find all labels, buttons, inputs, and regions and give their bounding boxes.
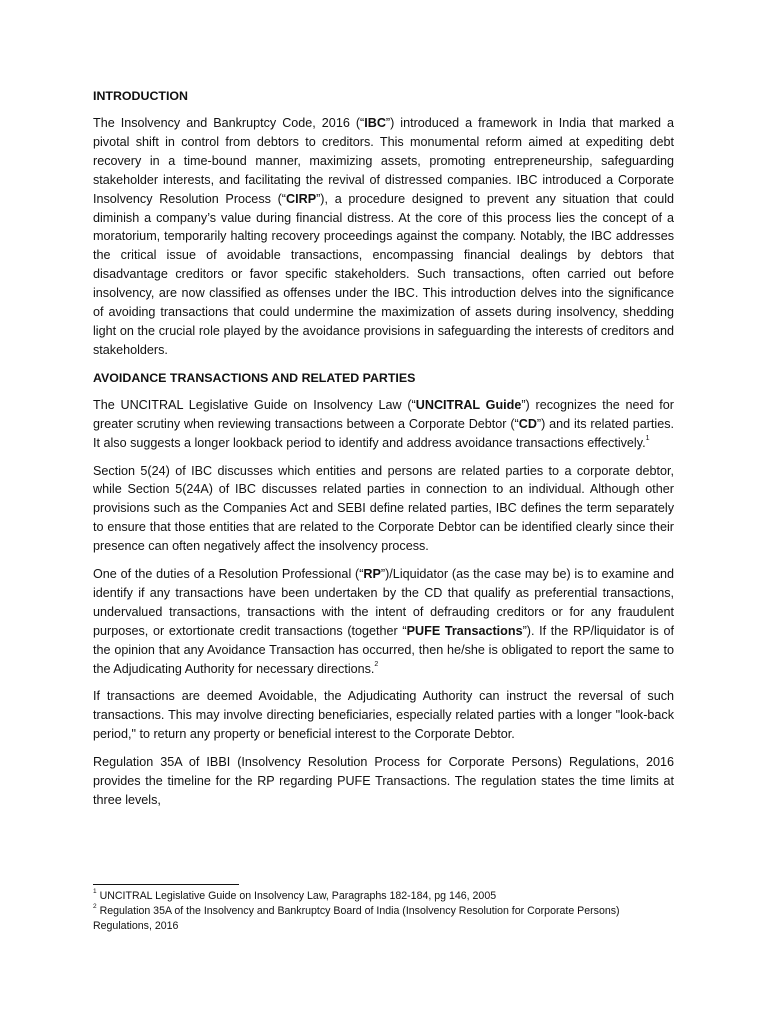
pufe-term: PUFE Transactions xyxy=(406,623,523,638)
footnote-2 xyxy=(93,904,674,934)
rp-duties-paragraph: One of the duties of a Resolution Professional (“RP”)/Liquidator (as the case may be) is to examine and identify if any transactions have been undertaken by the CD that qualify as preferential transactions, undervalued transactions, transactions with the intent of defrauding creditors or for any fraudulent purposes, or extortionate credit transactions (together “PUFE Transactions”). If the RP/liquidator is of the opinion that any Avoidance Transaction has occurred, then he/she is obligated to report the same to the Adjudicating Authority for necessary directions.$^2$ xyxy=(93,567,675,676)
related-parties-paragraph: Section 5(24) of IBC discusses which entities and persons are related parties to a corporate debtor, while Section 5(24A) of IBC discusses related parties in connection to an individual. Although other provisions such as the Companies Act and SEBI define related parties, IBC defines the term separately to ensure that those entities that are related to the Corporate Debtor can be identified clearly since their presence can often negatively affect the insolvency process. xyxy=(93,463,674,554)
footnotes-section xyxy=(93,884,674,934)
footnote-number: 1 xyxy=(93,888,97,896)
footnote-text: UNCITRAL Legislative Guide on Insolvency Law, Paragraphs 182-184, pg 146, 2005 xyxy=(99,890,497,902)
rp-term: RP xyxy=(363,567,381,582)
ibc-term: IBC xyxy=(364,116,386,130)
footnote-ref-2[interactable]: 2 xyxy=(374,661,379,669)
regulation-paragraph: Regulation 35A of IBBI (Insolvency Resolution Process for Corporate Persons) Regulations, 2016 provides the timeline for the RP regarding PUFE Transactions. The regulation states the time limits at three levels, xyxy=(93,755,674,807)
reversal-paragraph: If transactions are deemed Avoidable, the Adjudicating Authority can instruct the reversal of such transactions. This may involve directing beneficiaries, especially related parties with a longer "look-back period," to return any property or beneficial interest to the Corporate Debtor. xyxy=(93,689,674,742)
avoidance-heading: AVOIDANCE TRANSACTIONS AND RELATED PARTIES xyxy=(93,370,416,385)
document-body xyxy=(93,87,674,819)
footnote-number: 2 xyxy=(93,903,97,911)
uncitral-paragraph: The UNCITRAL Legislative Guide on Insolvency Law (“UNCITRAL Guide”) recognizes the need for greater scrutiny when reviewing transactions between a Corporate Debtor (“CD”) and its related parties. It also suggests a longer lookback period to identify and address avoidance transactions effectively.$^1$ xyxy=(93,397,675,450)
introduction-paragraph: The Insolvency and Bankruptcy Code, 2016 (“IBC”) introduced a framework in India that marked a pivotal shift in control from debtors to creditors. This monumental reform aimed at expediting debt recovery in a time-bound manner, maximizing assets, promoting entrepreneurship, safeguarding stakeholder interests, and facilitating the revival of distressed companies. IBC introduced a Corporate Insolvency Resolution Process (“CIRP”), a procedure designed to prevent any situation that could diminish a company’s value during financial distress. At the core of this process lies the concept of a moratorium, temporarily halting recovery proceedings against the company. Notably, the IBC addresses the critical issue of avoidable transactions, encompassing financial dealings by debtors that disadvantage creditors or favor specific stakeholders. Such transactions, often carried out before insolvency, are now classified as offenses under the IBC. This introduction delves into the significance of avoiding transactions that could undermine the maximization of assets during insolvency, shedding light on the crucial role played by the avoidance provisions in safeguarding the interests of creditors and stakeholders. xyxy=(93,116,675,357)
cirp-term: CIRP xyxy=(286,191,317,206)
introduction-heading: INTRODUCTION xyxy=(93,89,188,103)
footnote-divider xyxy=(93,884,239,885)
footnote-ref-1[interactable]: 1 xyxy=(645,435,650,443)
footnote-1 xyxy=(93,889,674,904)
footnote-text: Regulation 35A of the Insolvency and Bankruptcy Board of India (Insolvency Resolution for Corporate Persons) Regulations, 2016 xyxy=(93,905,620,932)
cd-term: CD xyxy=(518,416,537,431)
uncitral-guide-term: UNCITRAL Guide xyxy=(415,397,522,412)
